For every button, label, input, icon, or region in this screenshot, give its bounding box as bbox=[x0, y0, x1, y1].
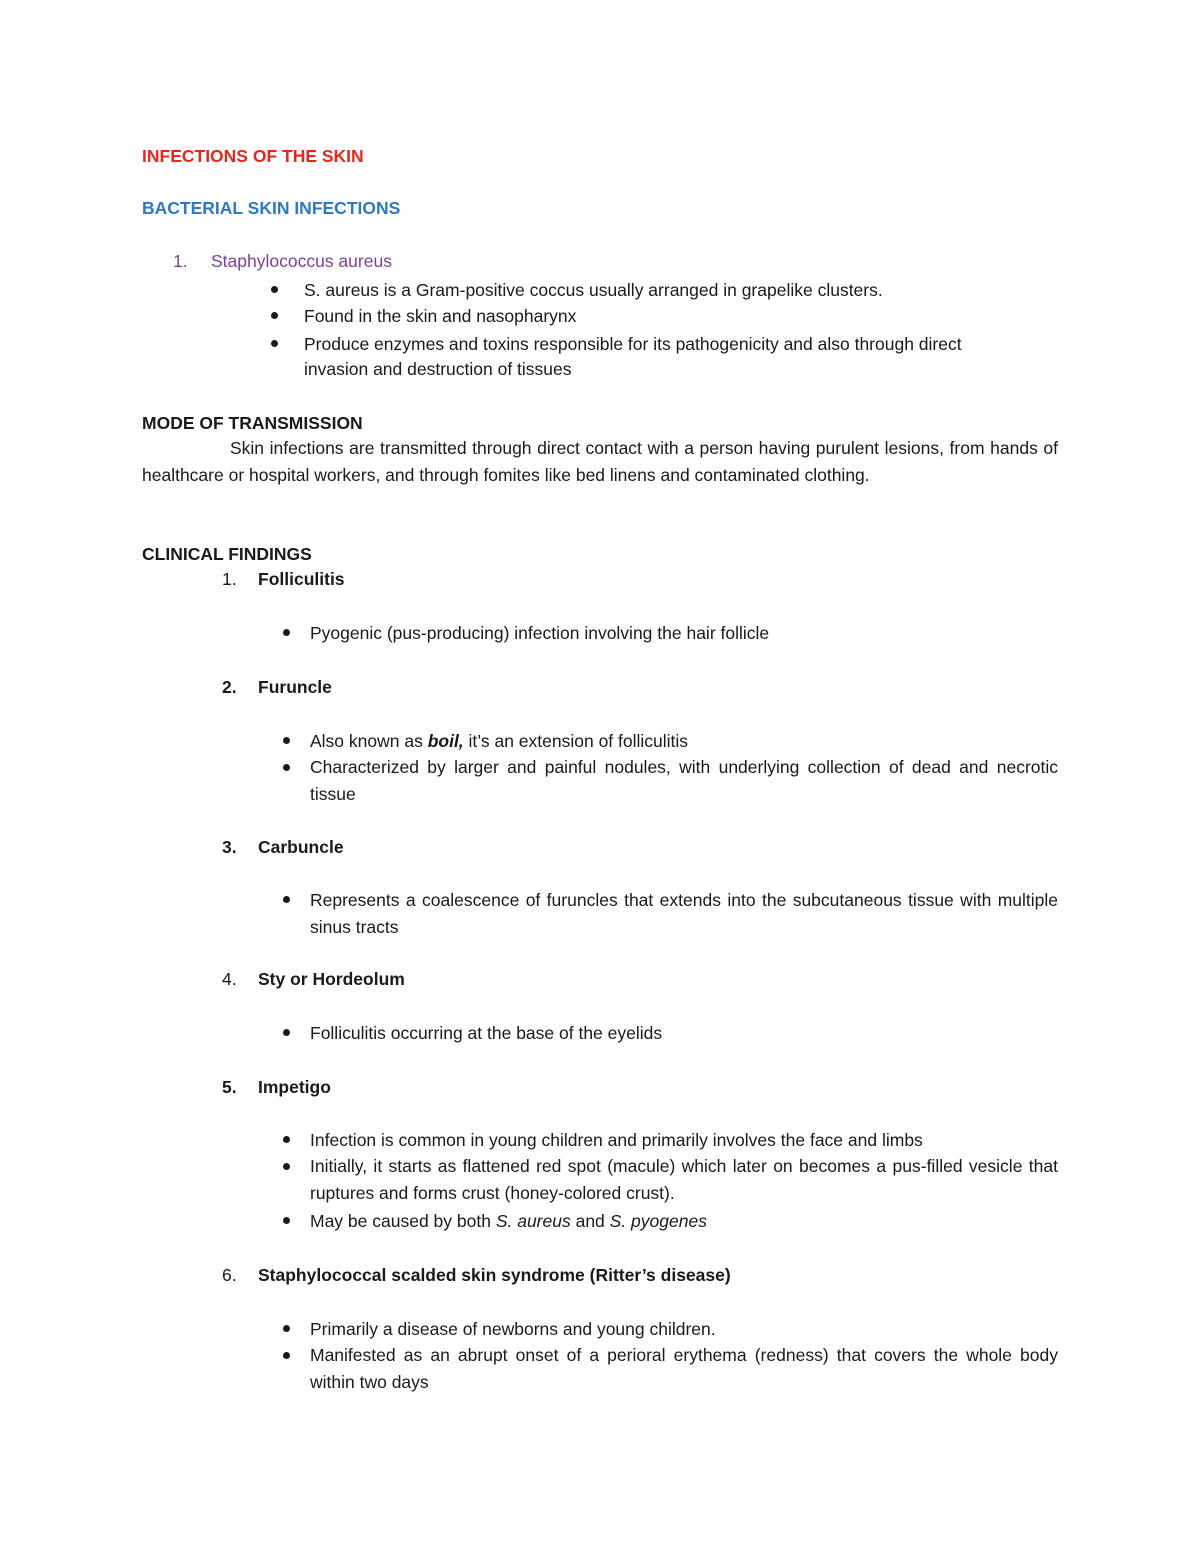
bullet-icon bbox=[283, 737, 290, 744]
bullet-icon bbox=[283, 764, 290, 771]
impetigo-bullet-3-mid: and bbox=[570, 1211, 610, 1231]
bullet-icon bbox=[271, 286, 278, 293]
bullet-icon bbox=[271, 312, 278, 319]
clinical-heading: CLINICAL FINDINGS bbox=[142, 544, 312, 564]
bullet-icon bbox=[283, 1163, 290, 1170]
organism-bullet-3-cont: invasion and destruction of tissues bbox=[304, 359, 572, 379]
item-number-6: 6. bbox=[222, 1265, 237, 1285]
item-name-impetigo: Impetigo bbox=[258, 1077, 331, 1097]
bullet-icon bbox=[283, 629, 290, 636]
carbuncle-bullet-1: Represents a coalescence of furuncles that extends into the subcutaneous tissue with multiple sinus tracts bbox=[310, 890, 1058, 937]
item-number-5: 5. bbox=[222, 1077, 237, 1097]
bullet-icon bbox=[283, 1029, 290, 1036]
sty-bullet-1: Folliculitis occurring at the base of the eyelids bbox=[310, 1023, 663, 1043]
item-name-sty: Sty or Hordeolum bbox=[258, 969, 405, 989]
item-number-1: 1. bbox=[222, 569, 237, 589]
s-pyogenes-term: S. pyogenes bbox=[609, 1211, 707, 1231]
item-number-3: 3. bbox=[222, 837, 237, 857]
bullet-icon bbox=[283, 1325, 290, 1332]
impetigo-bullet-3-pre: May be caused by both bbox=[310, 1211, 496, 1231]
ssss-bullet-1: Primarily a disease of newborns and young children. bbox=[310, 1319, 716, 1339]
organism-bullet-1: S. aureus is a Gram-positive coccus usually arranged in grapelike clusters. bbox=[304, 280, 883, 300]
document-title: INFECTIONS OF THE SKIN bbox=[142, 146, 364, 166]
item-number-2: 2. bbox=[222, 677, 237, 697]
furuncle-bullet-1-post: it’s an extension of folliculitis bbox=[463, 731, 689, 751]
boil-term: boil, bbox=[427, 731, 464, 751]
ssss-bullet-2: Manifested as an abrupt onset of a perioral erythema (redness) that covers the whole body within two days bbox=[310, 1345, 1058, 1392]
transmission-paragraph: Skin infections are transmitted through direct contact with a person having purulent lesions, from hands of healthcare or hospital workers, and through fomites like bed linens and contaminated clothing. bbox=[142, 438, 1058, 485]
impetigo-bullet-2: Initially, it starts as flattened red spot (macule) which later on becomes a pus-filled vesicle that ruptures and forms crust (honey-colored crust). bbox=[310, 1156, 1058, 1203]
furuncle-bullet-1 bbox=[310, 728, 688, 754]
section-heading: BACTERIAL SKIN INFECTIONS bbox=[142, 198, 401, 218]
organism-bullet-2: Found in the skin and nasopharynx bbox=[304, 306, 577, 326]
item-name-carbuncle: Carbuncle bbox=[258, 837, 344, 857]
furuncle-bullet-2: Characterized by larger and painful nodules, with underlying collection of dead and necrotic tissue bbox=[310, 757, 1058, 804]
s-aureus-term: S. aureus bbox=[495, 1211, 571, 1231]
folliculitis-bullet-1: Pyogenic (pus-producing) infection involving the hair follicle bbox=[310, 623, 770, 643]
impetigo-bullet-3 bbox=[310, 1208, 707, 1234]
organism-number: 1. bbox=[173, 251, 188, 271]
item-name-ssss: Staphylococcal scalded skin syndrome (Ritter’s disease) bbox=[258, 1265, 731, 1285]
bullet-icon bbox=[271, 340, 278, 347]
organism-name: Staphylococcus aureus bbox=[211, 251, 392, 271]
bullet-icon bbox=[283, 1217, 290, 1224]
item-name-furuncle: Furuncle bbox=[258, 677, 332, 697]
bullet-icon bbox=[283, 896, 290, 903]
organism-bullet-3: Produce enzymes and toxins responsible for its pathogenicity and also through direct bbox=[304, 334, 962, 354]
furuncle-bullet-1-pre: Also known as bbox=[310, 731, 428, 751]
item-number-4: 4. bbox=[222, 969, 237, 989]
item-name-folliculitis: Folliculitis bbox=[258, 569, 345, 589]
bullet-icon bbox=[283, 1352, 290, 1359]
transmission-heading: MODE OF TRANSMISSION bbox=[142, 413, 363, 433]
impetigo-bullet-1: Infection is common in young children and primarily involves the face and limbs bbox=[310, 1130, 923, 1150]
bullet-icon bbox=[283, 1136, 290, 1143]
